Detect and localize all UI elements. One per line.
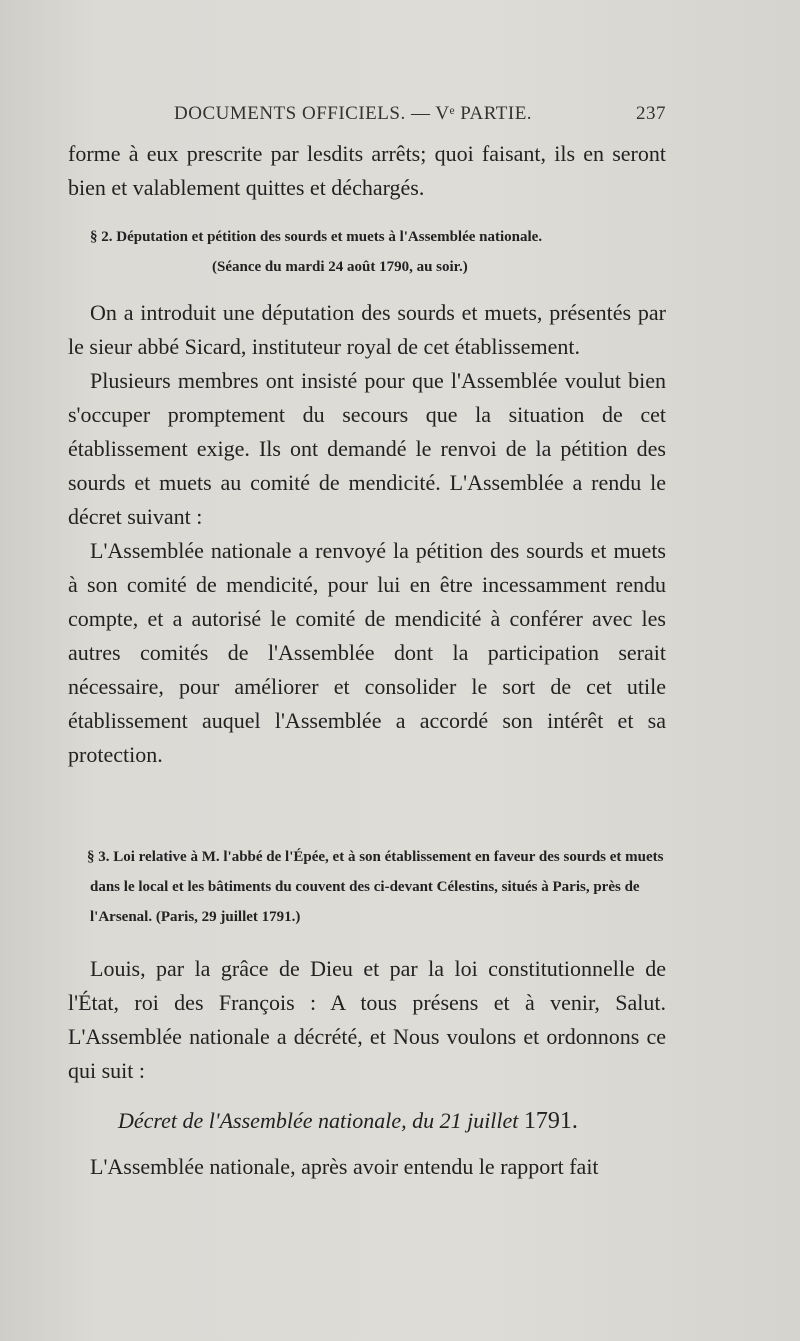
section-heading-text: § 3. Loi relative à M. l'abbé de l'Épée, et à son établissement en faveur des sourds et muets dans le local et les bâtiments du couvent des ci-devant Célestins, situés à Paris, près de l'Arsenal. (Paris, 29 juillet 1791.) [87, 849, 664, 925]
paragraph-text: forme à eux prescrite par lesdits arrêts; quoi faisant, ils en seront bien et valablement quittes et déchargés. [68, 141, 666, 200]
running-title: DOCUMENTS OFFICIELS. — Vᵉ PARTIE. [174, 103, 533, 124]
decree-year: 1791. [523, 1108, 578, 1134]
decree-title [118, 1104, 678, 1138]
body-block-2 [68, 952, 666, 1088]
paragraph: L'Assemblée nationale a renvoyé la pétition des sourds et muets à son comité de mendicité, pour lui en être incessamment rendu compte, et a autorisé le comité de mendicité à conférer avec les autres comités de l'Assemblée dont la participation serait nécessaire, pour améliorer et consolider le sort de cet utile établissement auquel l'Assemblée a accordé son intérêt et sa protection. [68, 538, 666, 767]
section-heading-2 [68, 222, 666, 282]
body-block-1 [68, 296, 666, 772]
section-heading-date: (Séance du mardi 24 août 1790, au soir.) [212, 259, 468, 275]
paragraph: Plusieurs membres ont insisté pour que l'Assemblée voulut bien s'occuper promptement du secours que la situation de cet établissement exige. Ils ont demandé le renvoi de la pétition des sourds et muets au comité de mendicité. L'Assemblée a rendu le décret suivant : [68, 368, 666, 529]
section-heading-3 [68, 842, 666, 932]
page-number: 237 [636, 103, 666, 124]
section-heading-line: § 2. Députation et pétition des sourds et muets à l'Assemblée nationale. [90, 229, 543, 245]
paragraph-continuation [68, 137, 666, 205]
body-block-3 [68, 1150, 666, 1184]
paragraph: On a introduit une députation des sourds et muets, présentés par le sieur abbé Sicard, instituteur royal de cet établissement. [68, 300, 666, 359]
paragraph: Louis, par la grâce de Dieu et par la loi constitutionnelle de l'État, roi des François : A tous présens et à venir, Salut. L'Assemblée nationale a décrété, et Nous voulons et ordonnons ce qui suit : [68, 956, 666, 1083]
decree-title-text: Décret de l'Assemblée nationale, du 21 juillet [118, 1108, 519, 1133]
paragraph: L'Assemblée nationale, après avoir entendu le rapport fait [90, 1154, 599, 1179]
